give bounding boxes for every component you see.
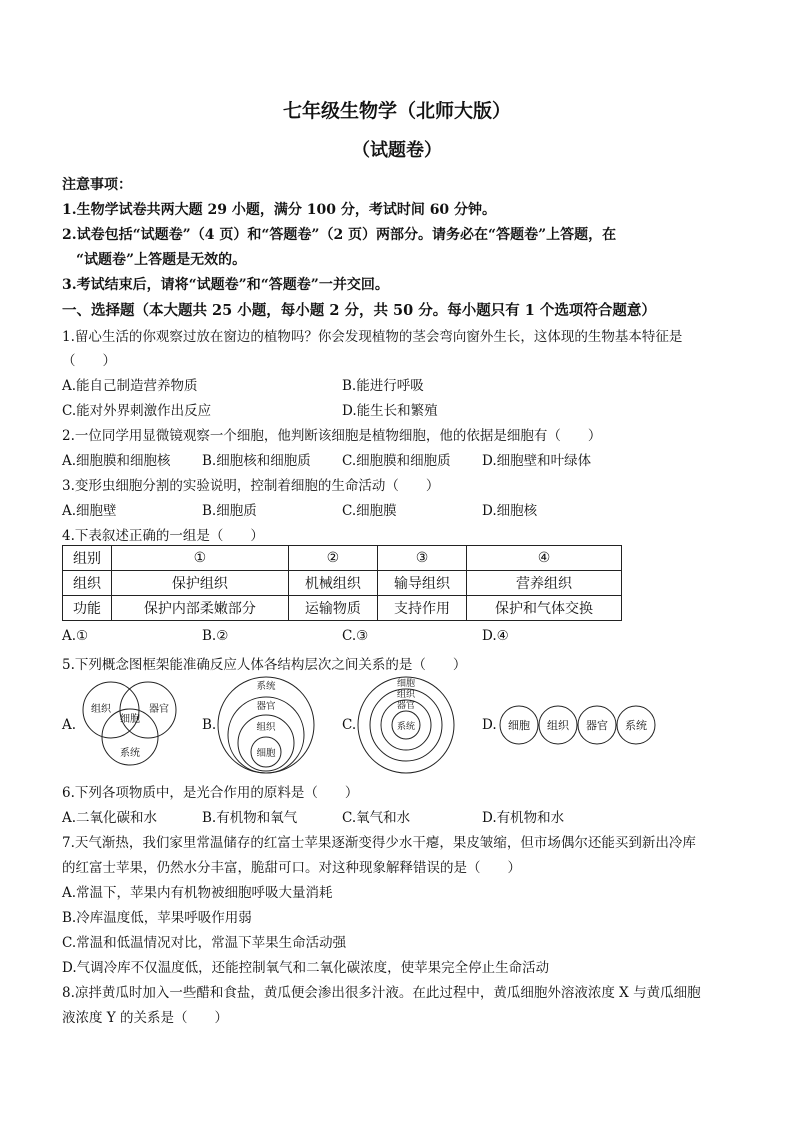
option-b: B.冷库温度低，苹果呼吸作用弱 bbox=[62, 910, 252, 926]
notice-item: “试题卷”上答题是无效的。 bbox=[76, 252, 247, 268]
diagram-label: 组织 bbox=[547, 719, 569, 732]
diagram-label: 系统 bbox=[256, 681, 276, 692]
table-cell: 组别 bbox=[63, 546, 112, 571]
option-b: B.细胞核和细胞质 bbox=[202, 453, 311, 469]
diagram-label: 细胞 bbox=[120, 714, 140, 725]
option-c: C. bbox=[342, 717, 357, 733]
table-cell: 输导组织 bbox=[377, 571, 466, 596]
option-b: B.② bbox=[202, 628, 229, 644]
option-d: D.有机物和水 bbox=[482, 810, 565, 826]
table-row bbox=[63, 596, 622, 621]
table-row bbox=[63, 546, 622, 571]
question-stem: 7.天气渐热，我们家里常温储存的红富士苹果逐渐变得少水干瘪，果皮皱缩，但市场偶尔还能买到新出冷库 bbox=[62, 835, 696, 851]
table-cell: ③ bbox=[377, 546, 466, 571]
notice-heading: 注意事项： bbox=[62, 177, 132, 193]
option-d: D.气调冷库不仅温度低，还能控制氧气和二氧化碳浓度，使苹果完全停止生命活动 bbox=[62, 960, 550, 976]
question-stem: 液浓度 Y 的关系是（ ） bbox=[62, 1010, 228, 1026]
option-c: C.常温和低温情况对比，常温下苹果生命活动强 bbox=[62, 935, 347, 951]
table-cell: 功能 bbox=[63, 596, 112, 621]
table-row bbox=[63, 571, 622, 596]
table-cell: ② bbox=[288, 546, 377, 571]
question-stem: 8.凉拌黄瓜时加入一些醋和食盐，黄瓜便会渗出很多汁液。在此过程中，黄瓜细胞外溶液浓度 X 与黄瓜细胞 bbox=[62, 985, 701, 1001]
table-cell: 运输物质 bbox=[288, 596, 377, 621]
question-stem: 4.下表叙述正确的一组是（ ） bbox=[62, 528, 264, 544]
option-a: A.细胞壁 bbox=[62, 503, 117, 519]
tissue-table bbox=[62, 545, 622, 621]
option-a: A.细胞膜和细胞核 bbox=[62, 453, 171, 469]
option-c: C.③ bbox=[342, 628, 369, 644]
option-b: B. bbox=[202, 717, 217, 733]
notice-item: 2.试卷包括“试题卷”（4 页）和“答题卷”（2 页）两部分。请务必在“答题卷”上答题，在 bbox=[62, 227, 617, 243]
question-stem: 6.下列各项物质中，是光合作用的原料是（ ） bbox=[62, 785, 359, 801]
nested-diagram-c bbox=[356, 673, 456, 777]
notice-item: 3.考试结束后，请将“试题卷”和“答题卷”一并交回。 bbox=[62, 277, 389, 293]
table-cell: 保护组织 bbox=[112, 571, 289, 596]
question-stem: 2.一位同学用显微镜观察一个细胞，他判断该细胞是植物细胞，他的依据是细胞有（ ） bbox=[62, 428, 602, 444]
question-stem: 5.下列概念图框架能准确反应人体各结构层次之间关系的是（ ） bbox=[62, 657, 467, 673]
notice-item: 1.生物学试卷共两大题 29 小题，满分 100 分，考试时间 60 分钟。 bbox=[62, 202, 497, 218]
diagram-label: 器官 bbox=[149, 704, 169, 715]
diagram-label: 系统 bbox=[625, 719, 647, 732]
option-b: B.细胞质 bbox=[202, 503, 257, 519]
option-d: D. bbox=[482, 717, 497, 733]
diagram-label: 组织 bbox=[396, 690, 416, 700]
table-cell: 保护内部柔嫩部分 bbox=[112, 596, 289, 621]
diagram-label: 细胞 bbox=[508, 719, 530, 732]
diagram-label: 组织 bbox=[91, 704, 111, 715]
diagram-label: 器官 bbox=[586, 719, 608, 732]
diagram-label: 器官 bbox=[256, 701, 276, 712]
option-c: C.细胞膜和细胞质 bbox=[342, 453, 451, 469]
table-cell: 保护和气体交换 bbox=[467, 596, 622, 621]
diagram-label: 细胞 bbox=[256, 748, 276, 759]
table-cell: 组织 bbox=[63, 571, 112, 596]
section-heading: 一、选择题（本大题共 25 小题，每小题 2 分，共 50 分。每小题只有 1 个选项符合题意） bbox=[62, 302, 656, 319]
option-a: A.① bbox=[62, 628, 89, 644]
venn-diagram-a bbox=[76, 675, 186, 775]
option-c: C.细胞膜 bbox=[342, 503, 397, 519]
page-title: 七年级生物学（北师大版） bbox=[282, 100, 511, 122]
question-stem: 3.变形虫细胞分割的实验说明，控制着细胞的生命活动（ ） bbox=[62, 478, 440, 494]
diagram-label: 器官 bbox=[396, 701, 416, 711]
option-c: C.能对外界刺激作出反应 bbox=[62, 403, 212, 419]
table-cell: 机械组织 bbox=[288, 571, 377, 596]
diagram-label: 系统 bbox=[120, 748, 140, 759]
table-cell: ① bbox=[112, 546, 289, 571]
option-c: C.氧气和水 bbox=[342, 810, 411, 826]
option-d: D.④ bbox=[482, 628, 509, 644]
table-cell: 支持作用 bbox=[377, 596, 466, 621]
option-b: B.有机物和氧气 bbox=[202, 810, 298, 826]
option-b: B.能进行呼吸 bbox=[342, 378, 424, 394]
option-d: D.细胞壁和叶绿体 bbox=[482, 453, 592, 469]
table-cell: 营养组织 bbox=[467, 571, 622, 596]
diagram-label: 系统 bbox=[396, 722, 416, 732]
option-a: A.常温下，苹果内有机物被细胞呼吸大量消耗 bbox=[62, 885, 333, 901]
option-a: A.能自己制造营养物质 bbox=[62, 378, 198, 394]
question-stem: 1.留心生活的你观察过放在窗边的植物吗？你会发现植物的茎会弯向窗外生长，这体现的生物基本特征是 bbox=[62, 329, 683, 345]
nested-diagram-b bbox=[216, 673, 316, 777]
option-d: D.细胞核 bbox=[482, 503, 538, 519]
question-stem: 的红富士苹果，仍然水分丰富，脆甜可口。对这种现象解释错误的是（ ） bbox=[62, 860, 521, 876]
diagram-label: 组织 bbox=[256, 722, 276, 733]
table-cell: ④ bbox=[467, 546, 622, 571]
option-a: A.二氧化碳和水 bbox=[62, 810, 158, 826]
question-stem: （ ） bbox=[62, 353, 116, 369]
page-subtitle: （试题卷） bbox=[352, 140, 442, 161]
diagram-label: 细胞 bbox=[396, 679, 416, 689]
option-a: A. bbox=[62, 717, 77, 733]
option-d: D.能生长和繁殖 bbox=[342, 403, 438, 419]
chain-diagram-d bbox=[498, 704, 660, 746]
